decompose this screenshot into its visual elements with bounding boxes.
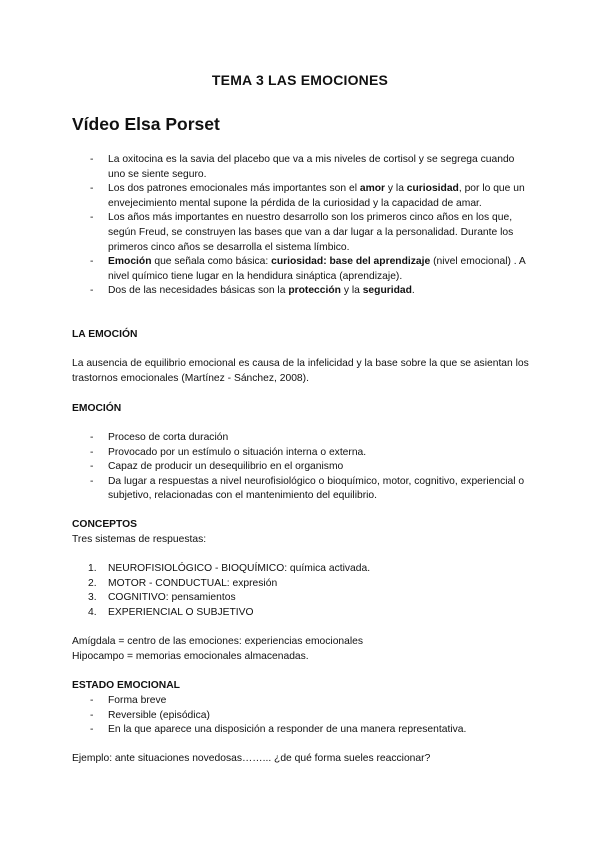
numbered-item bbox=[72, 591, 532, 606]
list-item bbox=[72, 211, 532, 255]
list-item-text: Da lugar a respuestas a nivel neurofisiológico o bioquímico, motor, cognitivo, experiencial o subjetivo, relacionadas con el mantenimiento del equilibrio. bbox=[108, 475, 525, 502]
section-subtitle: Vídeo Elsa Porset bbox=[72, 114, 220, 134]
bold-text: curiosidad bbox=[406, 183, 459, 195]
list-item bbox=[72, 723, 532, 738]
text-segment: Los años más importantes en nuestro desarrollo son los primeros cinco años en los que, según Freud, se construyen las bases que van a dar lugar a la personalidad. Durante los primeros cinco años se desarrolla el sistema límbico. bbox=[108, 212, 514, 253]
dash-marker: - bbox=[90, 695, 94, 706]
dash-marker: - bbox=[90, 461, 94, 473]
text-segment: y la bbox=[385, 183, 407, 195]
dash-marker: - bbox=[90, 446, 94, 458]
dash-marker: - bbox=[90, 212, 94, 224]
bold-text: amor bbox=[359, 183, 386, 195]
video-points-list bbox=[72, 153, 532, 299]
list-item bbox=[72, 694, 532, 709]
numbered-item bbox=[72, 562, 532, 577]
numbered-item-text: EXPERIENCIAL O SUBJETIVO bbox=[108, 606, 254, 618]
list-item-text: Forma breve bbox=[108, 695, 167, 706]
text-segment: Los dos patrones emocionales más importantes son el bbox=[108, 183, 360, 195]
conceptos-list bbox=[72, 562, 532, 620]
hipocampo-line: Hipocampo = memorias emocionales almacenadas. bbox=[72, 651, 309, 662]
dash-marker: - bbox=[90, 709, 94, 721]
text-segment: (nivel emocional) . A nivel químico tiene lugar en la hendidura sináptica (aprendizaje). bbox=[108, 256, 526, 282]
item-number: 2. bbox=[88, 577, 97, 589]
dash-marker: - bbox=[90, 183, 94, 195]
numbered-item-text: COGNITIVO: pensamientos bbox=[108, 592, 236, 604]
list-item bbox=[72, 709, 532, 724]
list-item-text: Capaz de producir un desequilibrio en el organismo bbox=[108, 461, 344, 473]
text-segment: La oxitocina es la savia del placebo que va a mis niveles de cortisol y se segrega cuando uno se siente seguro. bbox=[108, 154, 515, 180]
emocion-heading: EMOCIÓN bbox=[72, 403, 122, 414]
bold-text: protección bbox=[288, 285, 341, 297]
text-segment: . bbox=[411, 285, 415, 297]
list-item-text: Proceso de corta duración bbox=[108, 432, 229, 443]
dash-marker: - bbox=[90, 724, 94, 736]
list-item bbox=[72, 153, 532, 182]
list-item-text: Reversible (episódica) bbox=[108, 709, 210, 721]
list-item bbox=[72, 475, 532, 504]
list-item bbox=[72, 284, 532, 299]
dash-marker: - bbox=[90, 256, 94, 268]
bold-text: seguridad bbox=[362, 285, 412, 297]
bold-text: curiosidad: base del aprendizaje bbox=[271, 256, 431, 268]
list-item bbox=[72, 446, 532, 461]
text-segment: y la bbox=[340, 285, 363, 297]
la-emocion-heading: LA EMOCIÓN bbox=[72, 329, 138, 340]
numbered-item bbox=[72, 606, 532, 621]
bold-text: Emoción bbox=[108, 256, 152, 268]
numbered-item-text: NEUROFISIOLÓGICO - BIOQUÍMICO: química activada. bbox=[108, 563, 371, 574]
item-number: 1. bbox=[88, 563, 97, 574]
list-item bbox=[72, 431, 532, 446]
item-number: 3. bbox=[88, 592, 97, 604]
conceptos-heading: CONCEPTOS bbox=[72, 519, 138, 530]
estado-list bbox=[72, 694, 532, 738]
emocion-list bbox=[72, 431, 532, 504]
amigdala-line: Amígdala = centro de las emociones: experiencias emocionales bbox=[72, 636, 364, 647]
numbered-item bbox=[72, 577, 532, 592]
list-item bbox=[72, 460, 532, 475]
item-number: 4. bbox=[88, 606, 97, 618]
list-item-text: Provocado por un estímulo o situación interna o externa. bbox=[108, 446, 367, 458]
list-item bbox=[72, 255, 532, 284]
dash-marker: - bbox=[90, 154, 94, 165]
estado-heading: ESTADO EMOCIONAL bbox=[72, 680, 180, 691]
text-segment: Dos de las necesidades básicas son la bbox=[108, 285, 289, 297]
list-item-text: En la que aparece una disposición a responder de una manera representativa. bbox=[108, 724, 467, 736]
conceptos-intro: Tres sistemas de respuestas: bbox=[72, 534, 207, 545]
document-title: TEMA 3 LAS EMOCIONES bbox=[211, 72, 389, 88]
list-item bbox=[72, 182, 532, 211]
dash-marker: - bbox=[90, 285, 94, 297]
text-segment: que señala como básica: bbox=[151, 256, 272, 268]
numbered-item-text: MOTOR - CONDUCTUAL: expresión bbox=[108, 577, 278, 589]
example-line: Ejemplo: ante situaciones novedosas……... ¿de qué forma sueles reaccionar? bbox=[72, 753, 431, 764]
dash-marker: - bbox=[90, 432, 94, 443]
text-segment: , por lo que un envejecimiento mental supone la pérdida de la curiosidad y la capacidad de amar. bbox=[108, 183, 525, 209]
la-emocion-paragraph: La ausencia de equilibrio emocional es causa de la infelicidad y la base sobre la que se asientan los trastornos emocionales (Martínez - Sánchez, 2008). bbox=[72, 358, 529, 384]
dash-marker: - bbox=[90, 475, 94, 487]
